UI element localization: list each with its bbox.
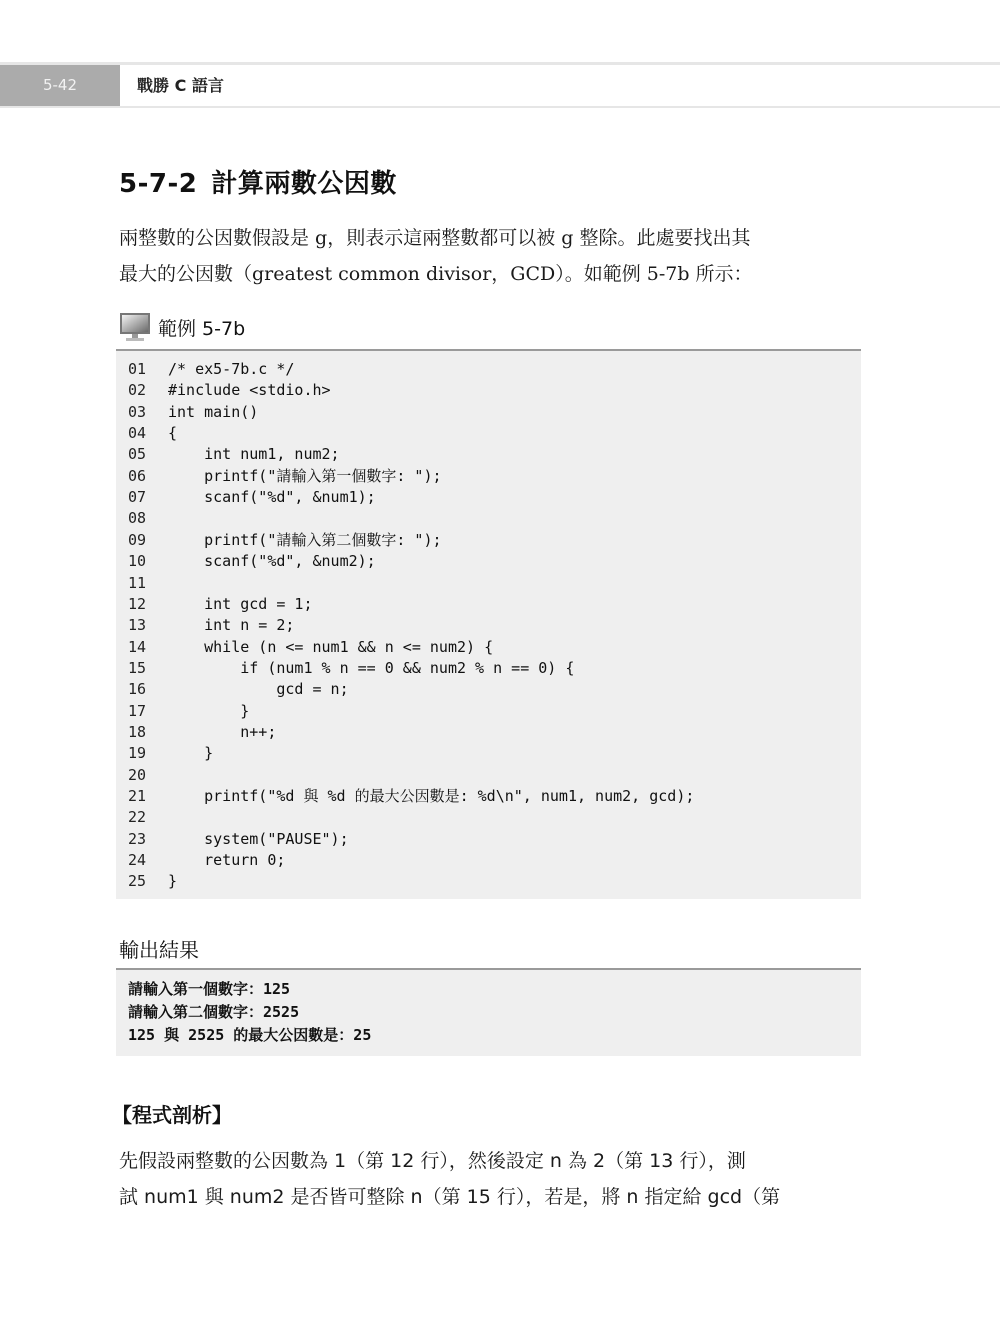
output-line: 125 與 2525 的最大公因數是：25 <box>128 1026 372 1044</box>
code-text: int num1, num2; <box>168 445 340 464</box>
output-line: 請輸入第一個數字：125 <box>128 980 291 998</box>
page-header <box>0 62 1000 108</box>
line-number: 15 <box>128 658 147 677</box>
line-number: 09 <box>128 530 147 549</box>
line-number: 05 <box>128 445 147 464</box>
code-text: int n = 2; <box>168 616 295 635</box>
monitor-icon <box>119 312 151 342</box>
code-line <box>116 508 861 529</box>
line-number: 04 <box>128 424 147 443</box>
code-text: printf("請輸入第一個數字: "); <box>168 466 442 485</box>
line-number: 17 <box>128 701 147 720</box>
code-line <box>116 786 861 807</box>
line-number: 24 <box>128 851 147 870</box>
line-number: 03 <box>128 402 147 421</box>
code-text: while (n <= num1 && n <= num2) { <box>168 637 494 656</box>
line-number: 25 <box>128 872 147 891</box>
line-number: 22 <box>128 808 147 827</box>
page-number: 5-42 <box>0 65 120 106</box>
code-text: } <box>168 872 178 891</box>
code-text: #include <stdio.h> <box>168 381 331 400</box>
output-line: 請輸入第二個數字：2525 <box>128 1003 300 1021</box>
code-line <box>116 444 861 465</box>
analysis-line: 試 num1 與 num2 是否皆可整除 n（第 15 行），若是，將 n 指定給 gcd（第 <box>119 1186 781 1208</box>
code-line <box>116 615 861 636</box>
example-label: 範例 5-7b <box>158 318 246 340</box>
code-text: /* ex5-7b.c */ <box>168 360 295 378</box>
line-number: 10 <box>128 552 147 571</box>
code-line <box>116 871 861 892</box>
section-number: 5-7-2 <box>119 169 198 199</box>
code-text: scanf("%d", &num2); <box>168 552 376 571</box>
section-heading <box>119 163 397 200</box>
code-text: n++; <box>168 722 277 741</box>
analysis-heading: 【程式剖析】 <box>112 1103 232 1127</box>
code-line <box>116 637 861 658</box>
line-number: 12 <box>128 594 147 613</box>
code-line <box>116 573 861 594</box>
code-line <box>116 765 861 786</box>
output-listing <box>116 968 861 1056</box>
line-number: 02 <box>128 381 147 400</box>
code-text: if (num1 % n == 0 && num2 % n == 0) { <box>168 658 575 677</box>
line-number: 19 <box>128 744 147 763</box>
code-text: } <box>168 701 250 720</box>
line-number: 13 <box>128 616 147 635</box>
code-line <box>116 850 861 871</box>
code-line <box>116 679 861 700</box>
code-line <box>116 402 861 423</box>
code-line <box>116 466 861 487</box>
code-line <box>116 423 861 444</box>
line-number: 06 <box>128 466 147 485</box>
line-number: 07 <box>128 488 147 507</box>
line-number: 01 <box>128 360 147 378</box>
code-line <box>116 807 861 828</box>
code-line <box>116 701 861 722</box>
code-line <box>116 487 861 508</box>
analysis-line: 先假設兩整數的公因數為 1（第 12 行），然後設定 n 為 2（第 13 行），測 <box>119 1150 746 1172</box>
code-line <box>116 359 861 380</box>
intro-line: 最大的公因數（greatest common divisor，GCD）。如範例 5-7b 所示： <box>119 263 753 285</box>
code-line <box>116 594 861 615</box>
code-line <box>116 722 861 743</box>
analysis-paragraph <box>119 1143 864 1215</box>
code-text: { <box>168 424 178 443</box>
intro-line: 兩整數的公因數假設是 g，則表示這兩整數都可以被 g 整除。此處要找出其 <box>119 227 751 249</box>
code-text: printf("請輸入第二個數字: "); <box>168 530 442 549</box>
code-line <box>116 829 861 850</box>
code-text: } <box>168 744 214 763</box>
line-number: 08 <box>128 509 147 528</box>
line-number: 23 <box>128 829 147 848</box>
code-text: int gcd = 1; <box>168 594 313 613</box>
line-number: 20 <box>128 765 147 784</box>
code-text: printf("%d 與 %d 的最大公因數是: %d\n", num1, num2, gcd); <box>168 787 695 805</box>
line-number: 11 <box>128 573 147 592</box>
code-text: gcd = n; <box>168 680 349 699</box>
code-text: scanf("%d", &num1); <box>168 488 376 507</box>
section-title: 計算兩數公因數 <box>211 169 397 199</box>
intro-paragraph <box>119 220 864 292</box>
code-listing <box>116 349 861 899</box>
code-line <box>116 743 861 764</box>
book-title: 戰勝 C 語言 <box>137 76 224 95</box>
line-number: 18 <box>128 722 147 741</box>
code-line <box>116 530 861 551</box>
code-line <box>116 380 861 401</box>
code-text: int main() <box>168 402 259 421</box>
line-number: 21 <box>128 787 147 805</box>
line-number: 14 <box>128 637 147 656</box>
code-line <box>116 658 861 679</box>
line-number: 16 <box>128 680 147 699</box>
output-heading: 輸出結果 <box>119 938 199 962</box>
code-text: system("PAUSE"); <box>168 829 349 848</box>
code-text: return 0; <box>168 851 286 870</box>
code-line <box>116 551 861 572</box>
